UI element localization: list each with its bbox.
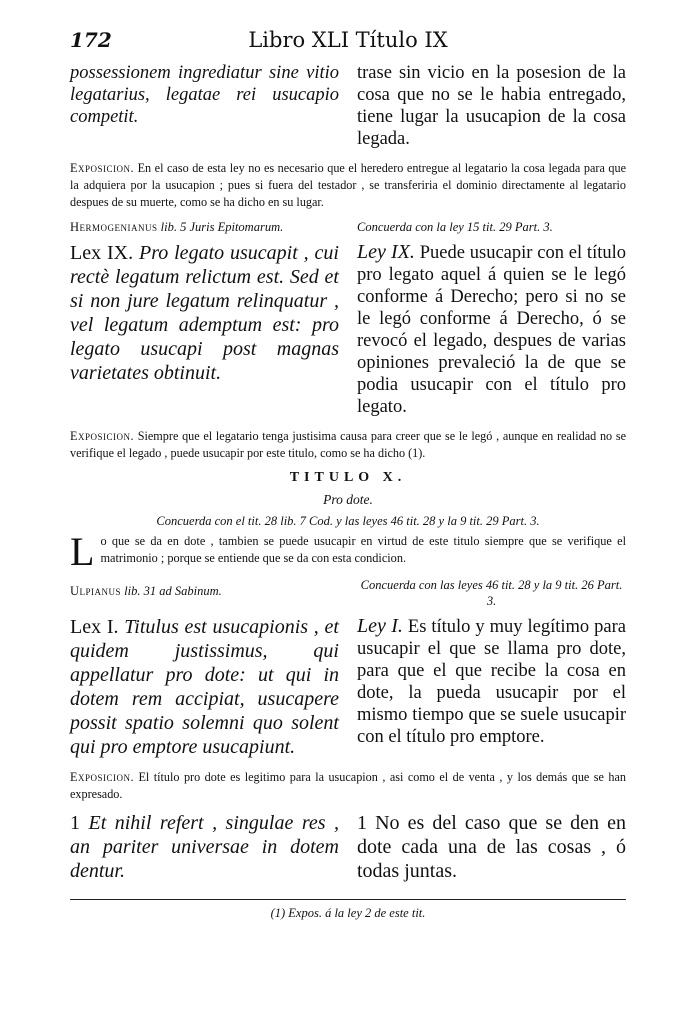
law-1-parallel-text	[70, 615, 626, 759]
section-number: 1	[357, 812, 367, 834]
titulo-heading: TITULO X.	[289, 470, 407, 485]
law-9-concord: Concuerda con la ley 15 tit. 29 Part. 3.	[357, 220, 553, 234]
top-spanish-text: trase sin vicio en la posesion de la cosa que no se le habia entregado, tiene lugar la usucapion de la cosa legada.	[357, 63, 626, 149]
source-author: Ulpianus	[70, 584, 122, 598]
exposition-text: Siempre que el legatario tenga justisima causa para creer que se le legó , aunque en realidad no se verifique el legado , puede usucapir por este titulo, como se ha dicho (1).	[70, 429, 627, 460]
exposition-text: El título pro dote es legitimo para la usucapion , asi como el de venta , y los demás que se han expresado.	[70, 770, 627, 801]
law-1-source	[70, 577, 339, 609]
law-9-source	[70, 219, 339, 235]
page-number: 172	[70, 28, 112, 52]
exposition-text: En el caso de esta ley no es necesario que el heredero entregue al legatario la cosa legada para que la adquiera por la usucapion ; pues si fuera del testador , se transferiria el dominio directamente al legatario despues de su muerte, como se ha dicho en su lugar.	[70, 161, 627, 209]
lex-label: Lex I.	[70, 616, 119, 638]
law-9-latin	[70, 241, 339, 418]
drop-cap: L	[70, 529, 95, 574]
titulo-intro-text: o que se da en dote , tambien se puede usucapir en virtud de este titulo siempre que se verifique el matrimonio ; porque se entiende que se da con esta condicion.	[100, 534, 626, 565]
law-1-sources	[70, 577, 626, 609]
exposition-label: Exposicion.	[70, 770, 134, 784]
running-title: Libro XLI Título IX	[248, 28, 448, 52]
exposition-label: Exposicion.	[70, 161, 134, 175]
titulo-subtitle: Pro dote.	[323, 492, 373, 507]
ley-label: Ley IX.	[357, 241, 415, 263]
top-latin-text: possessionem ingrediatur sine vitio legatarius, legatae rei usucapio competit.	[70, 63, 339, 127]
law-9-spanish	[357, 241, 626, 418]
section-1-latin	[70, 811, 339, 883]
law-1-spanish	[357, 615, 626, 759]
footnote: (1) Expos. á la ley 2 de este tit.	[270, 906, 426, 920]
page	[70, 28, 626, 921]
law-9-sources	[70, 219, 626, 235]
ley-label: Ley I.	[357, 615, 403, 637]
section-1-spanish-text: No es del caso que se den en dote cada una de las cosas , ó todas juntas.	[357, 812, 626, 882]
source-work: lib. 31 ad Sabinum.	[124, 584, 222, 598]
section-1-parallel-text	[70, 811, 626, 883]
top-parallel-text	[70, 62, 626, 150]
exposition-2	[70, 428, 626, 462]
titulo-intro	[70, 529, 626, 574]
titulo-concord: Concuerda con el tit. 28 lib. 7 Cod. y las leyes 46 tit. 28 y la 9 tit. 29 Part. 3.	[156, 514, 540, 528]
footnote-rule	[70, 899, 626, 900]
source-author: Hermogenianus	[70, 220, 158, 234]
section-number: 1	[70, 812, 80, 834]
law-1-latin-text: Titulus est usucapionis , et quidem justissimus, qui appellatur pro dote: ut qui in dotem rem accipiat, usucapere possit spatio solemni quo solent qui pro emptore usucapiunt.	[70, 616, 339, 758]
section-1-latin-text: Et nihil refert , singulae res , an pariter universae in dotem dentur.	[70, 812, 339, 882]
law-9-spanish-text: Puede usucapir con el título pro legato aquel á quien se le legó conforme á Derecho; pero si no se le legó conforme á Derecho, ó se revocó el legado, despues de varias opiniones prevaleció la de que se podia usucapir con el título pro legato.	[357, 243, 626, 417]
law-1-concord: Concuerda con las leyes 46 tit. 28 y la 9 tit. 26 Part. 3.	[360, 578, 623, 608]
exposition-1	[70, 160, 626, 211]
law-9-latin-text: Pro legato usucapit , cui rectè legatum relictum est. Sed et si non jure legatum relinquatur , vel legatum ademptum est: pro legato usucapi post magnas varietates obtinuit.	[70, 242, 339, 384]
page-header	[70, 28, 626, 62]
exposition-3	[70, 769, 626, 803]
section-1-spanish	[357, 811, 626, 883]
law-1-spanish-text: Es título y muy legítimo para usucapir el que se llama pro dote, para que el que recibe la cosa en dote, la pueda usucapir por el mismo tiempo que se suele usucapir con el título pro emptore.	[357, 617, 626, 747]
exposition-label: Exposicion.	[70, 429, 134, 443]
lex-label: Lex IX.	[70, 242, 134, 264]
source-work: lib. 5 Juris Epitomarum.	[160, 220, 284, 234]
law-1-latin	[70, 615, 339, 759]
law-9-parallel-text	[70, 241, 626, 418]
